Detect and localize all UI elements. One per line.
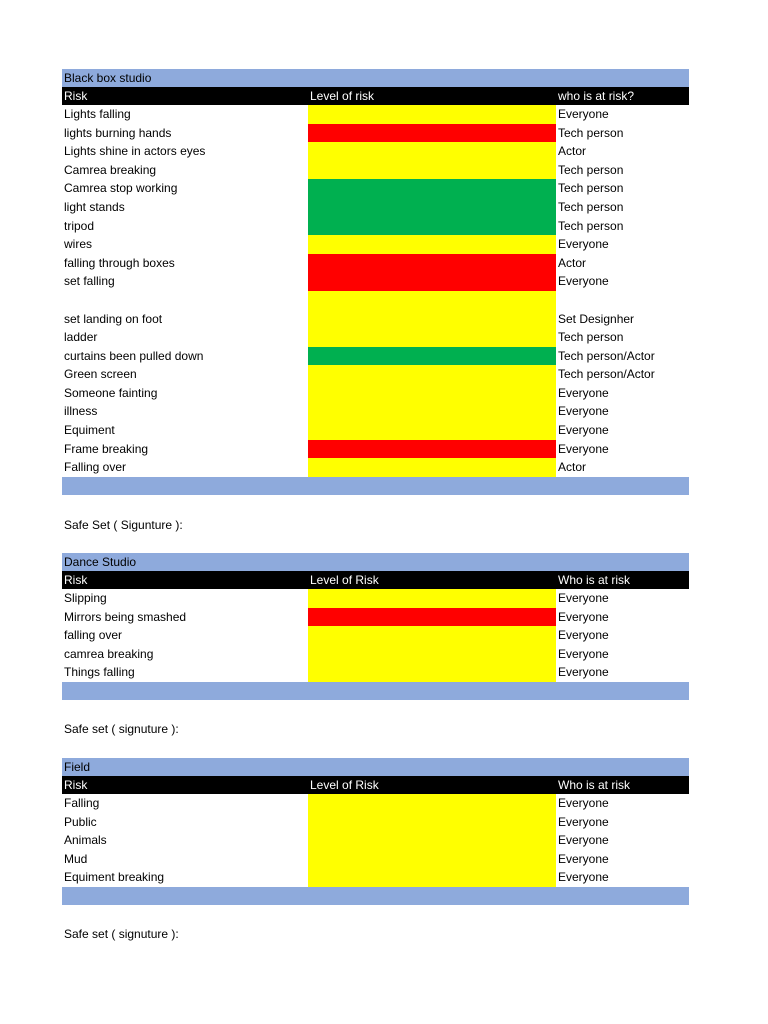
- risk-level-cell: [308, 589, 556, 608]
- who-at-risk-cell: Everyone: [558, 609, 609, 624]
- table-row: [62, 794, 689, 813]
- who-at-risk-cell: Actor: [558, 460, 587, 475]
- who-at-risk-cell: Everyone: [558, 833, 609, 848]
- risk-cell: Lights shine in actors eyes: [64, 144, 206, 159]
- who-at-risk-cell: Everyone: [558, 870, 609, 885]
- risk-cell: Frame breaking: [64, 441, 149, 456]
- table-row: [62, 589, 689, 608]
- risk-level-cell: [308, 850, 556, 869]
- table-row: [62, 440, 689, 459]
- risk-cell: lights burning hands: [64, 125, 172, 140]
- table-row: [62, 421, 689, 440]
- risk-level-cell: [308, 402, 556, 421]
- section-black-box-studio: [62, 69, 689, 495]
- signature-line: Safe Set ( Sigunture ):: [64, 518, 183, 532]
- who-at-risk-cell: Actor: [558, 144, 587, 159]
- section-footer-bar: [62, 887, 689, 905]
- risk-cell: ladder: [64, 329, 98, 344]
- header-who: Who is at risk: [558, 778, 631, 792]
- table-row: [62, 105, 689, 124]
- risk-cell: illness: [64, 404, 98, 419]
- risk-cell: Falling over: [64, 460, 127, 475]
- risk-cell: Someone fainting: [64, 385, 158, 400]
- section-field: [62, 758, 689, 905]
- risk-level-cell: [308, 272, 556, 291]
- risk-cell: Lights falling: [64, 107, 131, 121]
- who-at-risk-cell: Everyone: [558, 851, 609, 866]
- risk-cell: falling over: [64, 628, 123, 643]
- risk-level-cell: [308, 217, 556, 236]
- risk-cell: Animals: [64, 833, 107, 848]
- table-body: [62, 794, 689, 887]
- risk-level-cell: [308, 328, 556, 347]
- header-who: Who is at risk: [558, 573, 631, 587]
- risk-level-cell: [308, 235, 556, 254]
- signature-line: Safe set ( signuture ):: [64, 927, 179, 941]
- who-at-risk-cell: Set Designher: [558, 311, 635, 326]
- who-at-risk-cell: Actor: [558, 255, 587, 270]
- table-row: [62, 291, 689, 328]
- risk-cell: light stands: [64, 199, 125, 214]
- who-at-risk-cell: Everyone: [558, 237, 609, 252]
- who-at-risk-cell: Everyone: [558, 422, 609, 437]
- table-row: [62, 254, 689, 273]
- who-at-risk-cell: Everyone: [558, 441, 609, 456]
- risk-cell: Mud: [64, 851, 88, 866]
- who-at-risk-cell: Everyone: [558, 796, 609, 810]
- risk-level-cell: [308, 384, 556, 403]
- who-at-risk-cell: Tech person: [558, 329, 624, 344]
- risk-cell: Camrea stop working: [64, 181, 178, 196]
- table-row: [62, 831, 689, 850]
- risk-cell: Things falling: [64, 665, 135, 680]
- who-at-risk-cell: Everyone: [558, 274, 609, 289]
- section-title: Field: [62, 758, 689, 776]
- table-row: [62, 402, 689, 421]
- header-risk: Risk: [64, 89, 88, 103]
- table-row: [62, 868, 689, 887]
- risk-cell: Slipping: [64, 591, 107, 605]
- risk-level-cell: [308, 198, 556, 217]
- risk-level-cell: [308, 813, 556, 832]
- risk-cell: camrea breaking: [64, 646, 154, 661]
- who-at-risk-cell: Everyone: [558, 591, 609, 605]
- table-row: [62, 161, 689, 180]
- section-footer-bar: [62, 682, 689, 700]
- risk-level-cell: [308, 421, 556, 440]
- risk-cell: Camrea breaking: [64, 162, 157, 177]
- section-title: Black box studio: [62, 69, 689, 87]
- who-at-risk-cell: Tech person/Actor: [558, 348, 655, 363]
- section-dance-studio: [62, 553, 689, 700]
- table-body: [62, 589, 689, 682]
- signature-line: Safe set ( signuture ):: [64, 722, 179, 736]
- who-at-risk-cell: Tech person: [558, 218, 624, 233]
- header-level: Level of Risk: [310, 573, 379, 587]
- table-row: [62, 124, 689, 143]
- who-at-risk-cell: Everyone: [558, 665, 609, 680]
- who-at-risk-cell: Tech person: [558, 181, 624, 196]
- risk-cell: Green screen: [64, 367, 137, 382]
- risk-cell: Equiment: [64, 422, 115, 437]
- who-at-risk-cell: Tech person: [558, 162, 624, 177]
- risk-cell: curtains been pulled down: [64, 348, 204, 363]
- header-risk: Risk: [64, 778, 88, 792]
- table-row: [62, 142, 689, 161]
- table-header: [62, 776, 689, 794]
- risk-level-cell: [308, 124, 556, 143]
- table-row: [62, 272, 689, 291]
- risk-cell: Falling: [64, 796, 100, 810]
- risk-cell: set falling: [64, 274, 115, 289]
- risk-level-cell: [308, 663, 556, 682]
- header-who: who is at risk?: [558, 89, 635, 103]
- table-row: [62, 217, 689, 236]
- header-risk: Risk: [64, 573, 88, 587]
- risk-level-cell: [308, 161, 556, 180]
- table-row: [62, 198, 689, 217]
- risk-cell: set landing on foot: [64, 311, 163, 326]
- header-level: Level of Risk: [310, 778, 379, 792]
- who-at-risk-cell: Tech person: [558, 199, 624, 214]
- table-row: [62, 384, 689, 403]
- risk-level-cell: [308, 179, 556, 198]
- risk-cell: Public: [64, 814, 97, 829]
- table-row: [62, 179, 689, 198]
- risk-level-cell: [308, 458, 556, 477]
- risk-cell: wires: [64, 237, 93, 252]
- section-title: Dance Studio: [62, 553, 689, 571]
- risk-level-cell: [308, 645, 556, 664]
- table-row: [62, 850, 689, 869]
- risk-level-cell: [308, 831, 556, 850]
- who-at-risk-cell: Everyone: [558, 107, 609, 121]
- risk-level-cell: [308, 608, 556, 627]
- who-at-risk-cell: Tech person/Actor: [558, 367, 655, 382]
- section-footer-bar: [62, 477, 689, 495]
- risk-level-cell: [308, 440, 556, 459]
- who-at-risk-cell: Everyone: [558, 404, 609, 419]
- table-row: [62, 365, 689, 384]
- table-row: [62, 235, 689, 254]
- risk-level-cell: [308, 254, 556, 273]
- risk-level-cell: [308, 347, 556, 366]
- risk-level-cell: [308, 868, 556, 887]
- risk-level-cell: [308, 105, 556, 124]
- who-at-risk-cell: Everyone: [558, 646, 609, 661]
- table-row: [62, 663, 689, 682]
- risk-cell: Mirrors being smashed: [64, 609, 187, 624]
- risk-level-cell: [308, 794, 556, 813]
- table-row: [62, 347, 689, 366]
- who-at-risk-cell: Everyone: [558, 814, 609, 829]
- risk-level-cell: [308, 626, 556, 645]
- who-at-risk-cell: Tech person: [558, 125, 624, 140]
- table-header: [62, 87, 689, 105]
- risk-level-cell: [308, 291, 556, 328]
- table-row: [62, 813, 689, 832]
- risk-cell: falling through boxes: [64, 255, 175, 270]
- header-level: Level of risk: [310, 89, 375, 103]
- risk-cell: Equiment breaking: [64, 870, 165, 885]
- table-row: [62, 608, 689, 627]
- who-at-risk-cell: Everyone: [558, 385, 609, 400]
- risk-level-cell: [308, 365, 556, 384]
- risk-cell: tripod: [64, 218, 95, 233]
- table-header: [62, 571, 689, 589]
- table-row: [62, 645, 689, 664]
- table-row: [62, 458, 689, 477]
- who-at-risk-cell: Everyone: [558, 628, 609, 643]
- risk-level-cell: [308, 142, 556, 161]
- table-body: [62, 105, 689, 477]
- table-row: [62, 328, 689, 347]
- table-row: [62, 626, 689, 645]
